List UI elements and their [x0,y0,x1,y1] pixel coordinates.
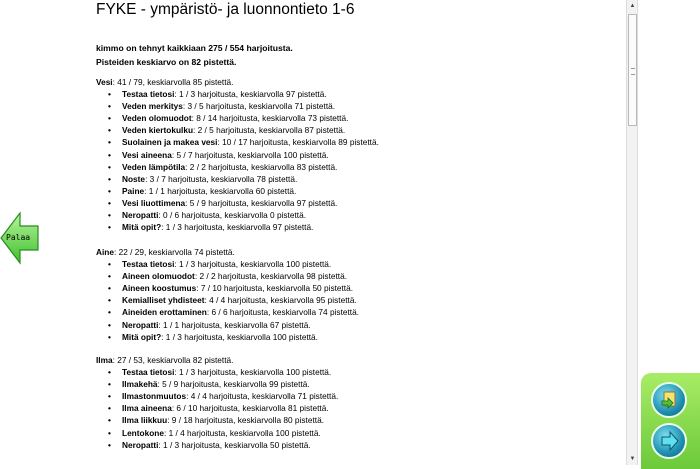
back-button[interactable] [0,210,40,266]
back-button-label: Palaa [6,233,31,242]
scroll-up-icon[interactable]: ▲ [629,3,636,9]
topic-stats: : 1 / 3 harjoitusta, keskiarvolla 50 pistettä. [158,439,311,450]
topic-stats: : 8 / 14 harjoitusta, keskiarvolla 73 pistettä. [191,113,349,124]
topic-name: Aineiden erottaminen [122,307,207,318]
list-item [96,136,379,148]
topic-stats: : 0 / 6 harjoitusta, keskiarvolla 0 pistettä. [158,210,306,221]
list-item [96,378,338,390]
section-stats: : 41 / 79, keskiarvolla 85 pistettä. [112,77,234,87]
topic-name: Testaa tietosi [122,259,175,270]
topic-list [96,258,359,343]
list-item [96,439,338,451]
topic-name: Vesi aineena [122,149,172,160]
list-item [96,414,338,426]
topic-name: Neropatti [122,439,159,450]
section-stats: : 22 / 29, keskiarvolla 74 pistettä. [113,247,235,257]
summary-total: kimmo on tehnyt kaikkiaan 275 / 554 harjoitusta. [96,43,293,53]
topic-stats: : 1 / 1 harjoitusta, keskiarvolla 60 pistettä. [144,185,297,196]
topic-name: Veden olomuodot [122,113,192,124]
topic-stats: : 1 / 1 harjoitusta, keskiarvolla 67 pistettä. [158,319,311,330]
list-item [96,185,379,197]
scroll-down-icon[interactable]: ▼ [629,456,636,462]
topic-stats: : 2 / 5 harjoitusta, keskiarvolla 87 pistettä. [193,125,346,136]
section-header [96,246,359,258]
topic-list [96,366,338,451]
list-item [96,331,359,343]
topic-name: Ilma aineena [122,403,172,414]
topic-name: Mitä opit? [122,222,162,233]
section-name: Aine [96,247,114,257]
list-item [96,124,379,136]
topic-name: Neropatti [122,210,159,221]
next-button[interactable] [651,423,687,459]
topic-stats: : 9 / 18 harjoitusta, keskiarvolla 80 pistettä. [167,415,324,426]
list-item [96,149,379,161]
topic-stats: : 1 / 3 harjoitusta, keskiarvolla 97 pistettä. [174,89,327,100]
section-vesi [96,76,379,233]
section-header [96,354,338,366]
export-document-icon [653,384,685,416]
topic-name: Kemialliset yhdisteet [122,295,205,306]
topic-stats: : 5 / 9 harjoitusta, keskiarvolla 97 pistettä. [185,197,338,208]
list-item [96,402,338,414]
export-button[interactable] [651,382,687,418]
topic-name: Suolainen ja makea vesi [122,137,218,148]
list-item [96,294,359,306]
topic-stats: : 5 / 7 harjoitusta, keskiarvolla 100 pistettä. [171,149,329,160]
topic-name: Lentokone [122,427,164,438]
section-ilma [96,354,338,451]
topic-name: Paine [122,185,145,196]
topic-stats: : 1 / 3 harjoitusta, keskiarvolla 97 pistettä. [161,222,314,233]
topic-stats: : 6 / 6 harjoitusta, keskiarvolla 74 pistettä. [206,307,360,318]
topic-stats: : 1 / 4 harjoitusta, keskiarvolla 100 pistettä. [163,427,321,438]
topic-name: Testaa tietosi [122,89,175,100]
topic-list [96,88,379,233]
topic-name: Ilmakehä [122,379,158,390]
topic-stats: : 5 / 9 harjoitusta, keskiarvolla 99 pistettä. [157,379,310,390]
topic-stats: : 1 / 3 harjoitusta, keskiarvolla 100 pistettä. [174,367,332,378]
section-name: Vesi [96,77,113,87]
topic-name: Veden kiertokulku [122,125,194,136]
list-item [96,390,338,402]
topic-name: Aineen olomuodot [122,271,195,282]
topic-name: Noste [122,173,146,184]
topic-stats: : 4 / 4 harjoitusta, keskiarvolla 95 pistettä. [204,295,357,306]
navigation-panel [641,373,700,469]
topic-stats: : 2 / 2 harjoitusta, keskiarvolla 98 pistettä. [194,271,348,282]
list-item [96,258,359,270]
list-item [96,112,379,124]
report-content [96,0,626,469]
scrollbar-thumb[interactable] [628,14,637,126]
vertical-scrollbar[interactable] [626,0,638,465]
topic-name: Neropatti [122,319,159,330]
list-item [96,173,379,185]
list-item [96,221,379,233]
list-item [96,100,379,112]
section-stats: : 27 / 53, keskiarvolla 82 pistettä. [112,355,234,365]
topic-name: Ilmastonmuutos [122,391,187,402]
topic-name: Mitä opit? [122,331,162,342]
grip-icon [631,68,635,75]
topic-name: Veden merkitys [122,101,183,112]
topic-stats: : 7 / 10 harjoitusta, keskiarvolla 50 pistettä. [196,283,354,294]
section-header [96,76,379,88]
topic-stats: : 10 / 17 harjoitusta, keskiarvolla 89 pistettä. [217,137,379,148]
summary [96,41,293,69]
list-item [96,270,359,282]
list-item [96,306,359,318]
topic-stats: : 3 / 5 harjoitusta, keskiarvolla 71 pistettä. [182,101,336,112]
topic-stats: : 6 / 10 harjoitusta, keskiarvolla 81 pistettä. [171,403,329,414]
summary-average: Pisteiden keskiarvo on 82 pistettä. [96,57,237,67]
topic-stats: : 3 / 7 harjoitusta, keskiarvolla 78 pistettä. [145,173,298,184]
topic-name: Aineen koostumus [122,283,197,294]
list-item [96,427,338,439]
list-item [96,366,338,378]
topic-stats: : 2 / 2 harjoitusta, keskiarvolla 83 pistettä. [185,161,338,172]
topic-name: Vesi liuottimena [122,197,186,208]
topic-stats: : 1 / 3 harjoitusta, keskiarvolla 100 pistettä. [161,331,318,342]
list-item [96,88,379,100]
topic-name: Veden lämpötila [122,161,186,172]
list-item [96,319,359,331]
section-name: Ilma [96,355,113,365]
section-aine [96,246,359,343]
list-item [96,282,359,294]
page-title: FYKE - ympäristö- ja luonnontieto 1-6 [96,1,355,18]
list-item [96,197,379,209]
right-arrow-icon [653,425,685,457]
list-item [96,209,379,221]
topic-name: Testaa tietosi [122,367,175,378]
topic-stats: : 1 / 3 harjoitusta, keskiarvolla 100 pistettä. [174,259,332,270]
list-item [96,161,379,173]
topic-stats: : 4 / 4 harjoitusta, keskiarvolla 71 pistettä. [186,391,339,402]
topic-name: Ilma liikkuu [122,415,168,426]
